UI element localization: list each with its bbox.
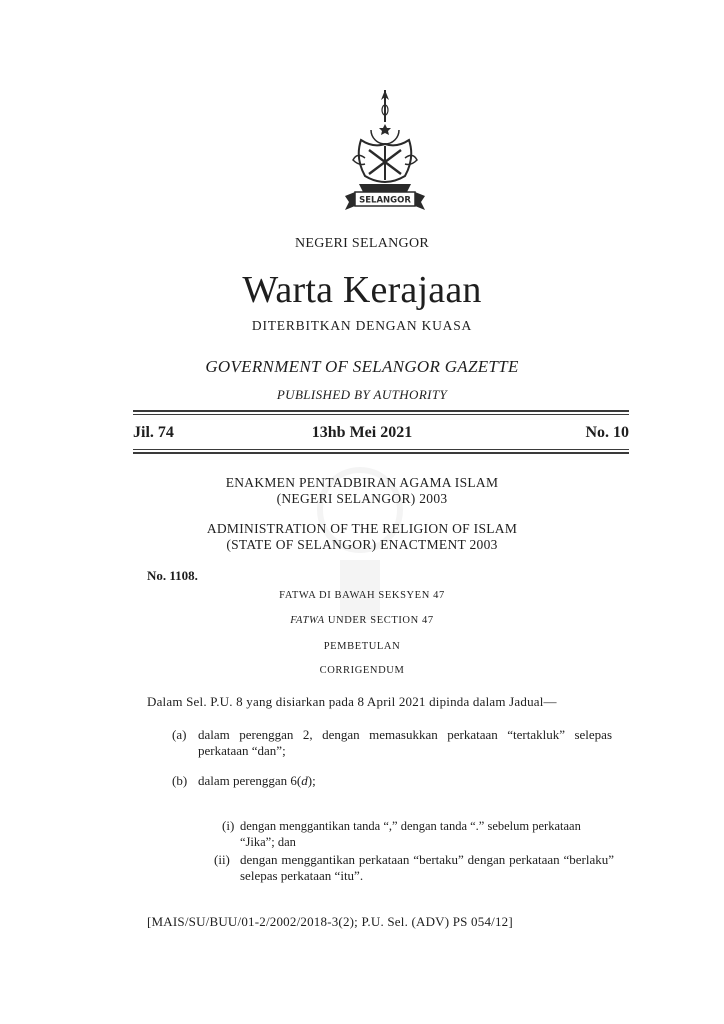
corrigendum-heading-ms: PEMBETULAN [323,641,401,652]
selangor-state-crest-icon [335,88,435,218]
issue-date: 13hb Mei 2021 [311,424,413,441]
published-authority-en: PUBLISHED BY AUTHORITY [276,387,448,402]
fatwa-heading-en-rest: UNDER SECTION 47 [324,615,434,626]
reference-number: [MAIS/SU/BUU/01-2/2002/2018-3(2); P.U. Sel. (ADV) PS 054/12] [147,914,513,929]
masthead-rule-top [133,410,629,412]
enactment-title-ms-line2: (NEGERI SELANGOR) 2003 [276,491,448,506]
item-text [198,773,612,789]
enactment-title-en-line1: ADMINISTRATION OF THE RELIGION OF ISLAM [206,521,518,536]
published-authority-ms: DITERBITKAN DENGAN KUASA [251,318,473,333]
amendment-item [172,727,612,761]
amendment-subitem [214,852,614,886]
crest-scroll-text: SELANGOR [359,195,411,206]
item-text-prefix: dalam perenggan 6( [198,773,302,788]
masthead-rule-bottom [133,452,629,454]
corrigendum-heading-en: CORRIGENDUM [319,665,405,676]
subitem-text: dengan menggantikan perkataan “bertaku” dengan perkataan “berlaku” selepas perkataan “itu”. [240,852,614,883]
fatwa-heading-en [0,615,724,626]
issue-number: No. 10 [585,424,629,441]
fatwa-heading-en-italic: FATWA [290,615,325,626]
gazette-title-en: GOVERNMENT OF SELANGOR GAZETTE [205,357,519,376]
fatwa-heading-ms: FATWA DI BAWAH SEKSYEN 47 [279,590,445,601]
masthead-rule-bottom-thin [133,449,629,450]
item-text-suffix: ); [307,773,316,788]
amendment-intro: Dalam Sel. P.U. 8 yang disiarkan pada 8 April 2021 dipinda dalam Jadual— [147,694,557,709]
item-label: (b) [172,773,188,788]
enactment-title-ms-line1: ENAKMEN PENTADBIRAN AGAMA ISLAM [225,475,499,490]
gazette-title: Warta Kerajaan [242,269,482,311]
volume-number: Jil. 74 [133,424,174,441]
enactment-title-en-line2: (STATE OF SELANGOR) ENACTMENT 2003 [226,537,498,552]
subitem-text: dengan menggantikan tanda “,” dengan tanda “.” sebelum perkataan “Jika”; dan [240,819,581,849]
amendment-item [172,773,612,791]
masthead-rule-top-thin [133,414,629,415]
state-name: NEGERI SELANGOR [295,236,429,251]
subitem-label: (i) [222,818,235,833]
subitem-label: (ii) [214,852,230,867]
item-label: (a) [172,727,187,742]
item-text-italic: d [301,773,308,788]
item-text: dalam perenggan 2, dengan memasukkan perkataan “tertakluk” selepas perkataan “dan”; [198,727,612,758]
notice-number: No. 1108. [147,568,198,583]
amendment-subitem [222,818,614,852]
